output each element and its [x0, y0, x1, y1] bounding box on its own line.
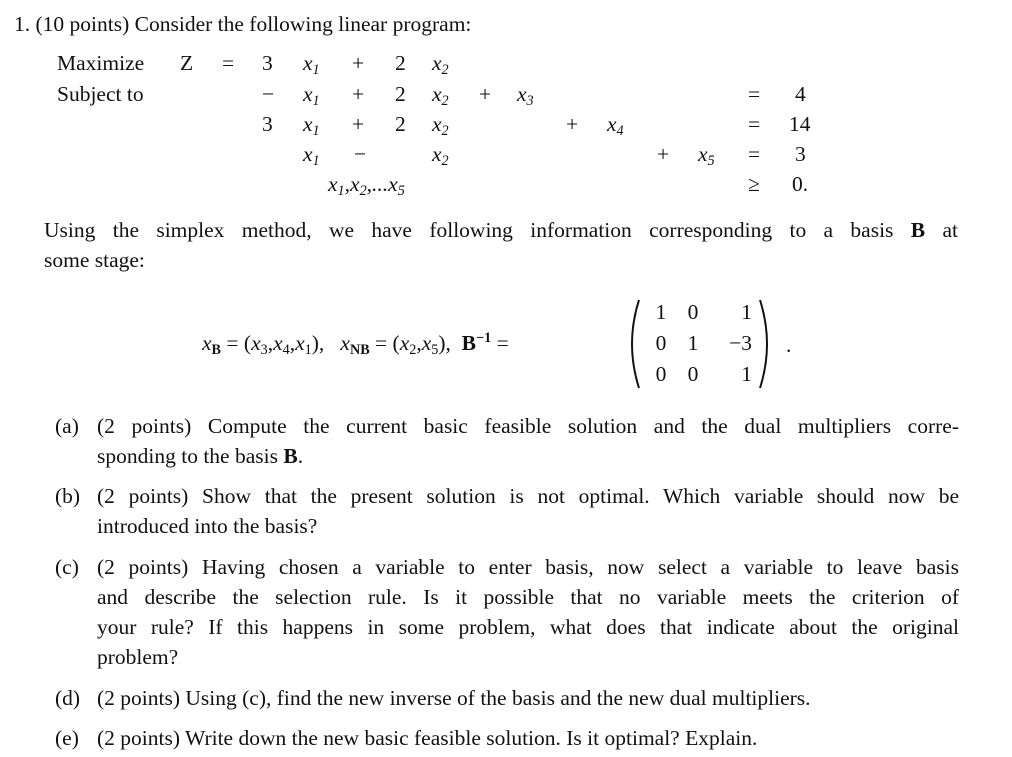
problem-points: (10 points) [35, 12, 130, 36]
c3-rhs: 3 [795, 142, 806, 166]
c3-plus: + [657, 142, 670, 166]
part-d-points: (2 points) [97, 686, 181, 710]
objective-coef-x1: 3 [262, 51, 273, 75]
stage-paragraph [44, 215, 958, 275]
objective-coef-x2: 2 [395, 51, 406, 75]
stage-at: at [942, 218, 959, 242]
c2-plus-2: + [566, 112, 579, 136]
part-a-line2: sponding to the basis B. [97, 444, 304, 468]
part-c-line4: problem? [97, 645, 179, 669]
c1-x2: $x_2$ [432, 82, 449, 109]
part-d-label: (d) [55, 686, 81, 710]
xNB-symbol: $x_{NB}$ [340, 331, 370, 358]
stage-basis-B: B [910, 218, 926, 242]
nonneg-vars: $x_1,x_2,...x_5$ [328, 172, 405, 199]
c2-x1: $x_1$ [303, 112, 320, 139]
matrix-cell: 0 [655, 362, 667, 386]
part-c-label: (c) [55, 555, 79, 579]
problem-heading [14, 14, 471, 36]
part-e-text1: Write down the new basic feasible solution. Is it optimal? Explain. [185, 726, 758, 750]
problem-number: 1. [14, 12, 31, 36]
matrix-cell: 0 [687, 362, 699, 386]
c1-equals: = [748, 82, 761, 106]
c3-x2: $x_2$ [432, 142, 449, 169]
matrix-cell: 0 [687, 300, 699, 324]
matrix-period: . [786, 333, 792, 357]
objective-x1: $x_1$ [303, 51, 320, 78]
part-c-text1: Having chosen a variable to enter basis, now select a variable to leave basis [201, 555, 959, 579]
c2-coef-x2: 2 [395, 112, 406, 136]
part-e-label: (e) [55, 726, 79, 750]
part-b-line2: introduced into the basis? [97, 514, 318, 538]
Binv-symbol: $B^{-1}$ [461, 330, 492, 355]
matrix-cell: 1 [741, 300, 752, 324]
part-a-text1: Compute the current basic feasible solution and the dual multipliers corre- [207, 414, 960, 438]
c2-rhs: 14 [789, 112, 811, 136]
matrix-cell: −3 [729, 331, 752, 355]
c1-x3: $x_3$ [517, 82, 534, 109]
part-a-points: (2 points) [97, 414, 192, 438]
objective-Z: Z [180, 51, 194, 75]
objective-plus-1: + [352, 51, 365, 75]
part-e-line1 [97, 723, 959, 753]
part-b-label: (b) [55, 484, 81, 508]
problem-intro: Consider the following linear program: [134, 12, 472, 36]
c3-x1: $x_1$ [303, 142, 320, 169]
c2-plus-1: + [352, 112, 365, 136]
objective-equals: = [222, 51, 235, 75]
c2-equals: = [748, 112, 761, 136]
c1-plus-1: + [352, 82, 365, 106]
basis-formula: $x_B = (x_3,x_4,x_1)$, $x_{NB} = (x_2,x_5)$, $B^{-1}$ = [202, 330, 509, 358]
part-b-points: (2 points) [97, 484, 189, 508]
nonneg-geq: ≥ [748, 172, 760, 196]
stage-line2: some stage: [44, 248, 145, 272]
matrix-right-paren [757, 298, 775, 390]
matrix-cell: 1 [741, 362, 752, 386]
c1-coef-x2: 2 [395, 82, 406, 106]
part-c-line3: your rule? If this happens in some problem, what does that indicate about the original [97, 615, 959, 639]
part-a-label: (a) [55, 414, 79, 438]
c3-minus: − [354, 142, 367, 166]
part-d-text1: Using (c), find the new inverse of the basis and the new dual multipliers. [185, 686, 811, 710]
c1-rhs: 4 [795, 82, 806, 106]
xB-symbol: $x_B$ [202, 331, 222, 358]
c2-x4: $x_4$ [607, 112, 624, 139]
c1-lead-minus: − [262, 82, 275, 106]
c1-plus-2: + [479, 82, 492, 106]
c2-coef-x1: 3 [262, 112, 273, 136]
part-e-points: (2 points) [97, 726, 181, 750]
matrix-cell: 1 [687, 331, 699, 355]
subject-to-label: Subject to [57, 82, 144, 106]
matrix-left-paren [624, 298, 642, 390]
c3-equals: = [748, 142, 761, 166]
part-c-line2: and describe the selection rule. Is it possible that no variable meets the criterion of [97, 585, 959, 609]
nonneg-rhs: 0. [792, 172, 809, 196]
matrix-cell: 1 [655, 300, 667, 324]
c2-x2: $x_2$ [432, 112, 449, 139]
part-d-line1 [97, 683, 959, 713]
matrix-cell: 0 [655, 331, 667, 355]
maximize-label: Maximize [57, 51, 145, 75]
objective-x2: $x_2$ [432, 51, 449, 78]
stage-line1: Using the simplex method, we have following information corresponding to a basis [44, 218, 894, 242]
c1-x1: $x_1$ [303, 82, 320, 109]
part-b-text1: Show that the present solution is not optimal. Which variable should now be [202, 484, 959, 508]
part-c-points: (2 points) [97, 555, 189, 579]
c3-x5: $x_5$ [698, 142, 715, 169]
